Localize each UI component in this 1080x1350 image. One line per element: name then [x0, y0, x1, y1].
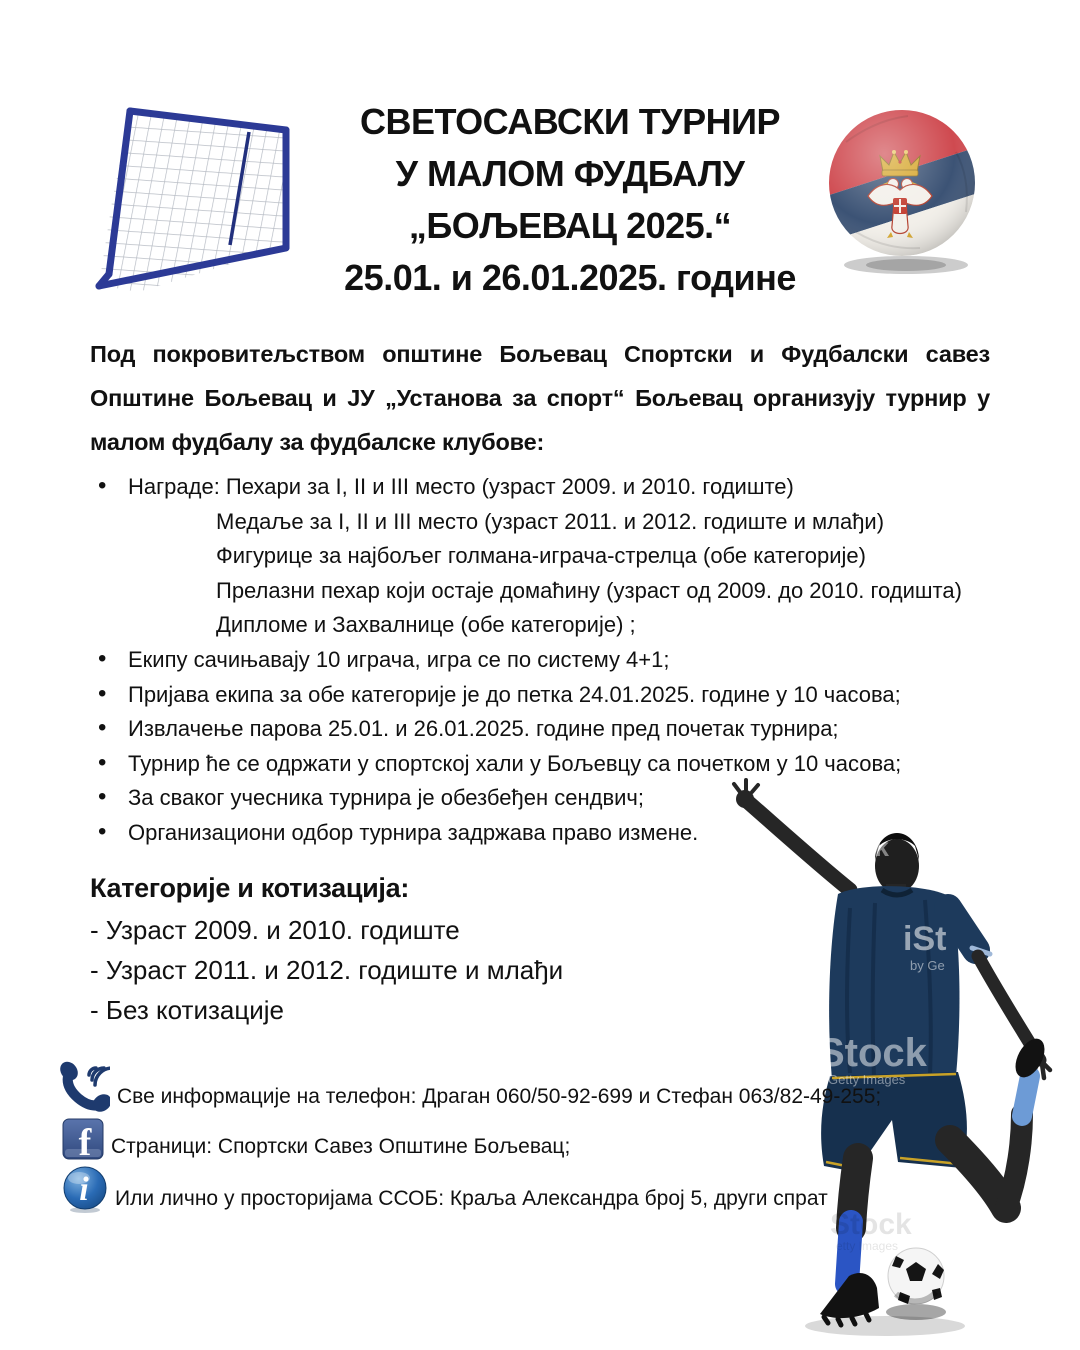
list-item-text: Извлачење парова 25.01. и 26.01.2025. године пред почетак турнира;: [128, 716, 839, 742]
list-item-text: За сваког учесника турнира је обезбеђен сендвич;: [128, 785, 644, 811]
title-line-2: У МАЛОМ ФУДБАЛУ: [395, 153, 745, 194]
goal-image: [78, 84, 326, 306]
bullet-dot-icon: •: [98, 472, 107, 499]
bullet-dot-icon: •: [98, 783, 107, 811]
contact-facebook-text: Страници: Спортски Савез Општине Бољевац;: [111, 1135, 571, 1158]
svg-text:Stock: Stock: [830, 1208, 912, 1241]
bullet-dot-icon: •: [98, 679, 107, 707]
list-item-text: Награде: Пехари за I, II и III место (узраст 2009. и 2010. годиште): [128, 474, 794, 499]
categories-section: [90, 866, 790, 1030]
svg-text:ck: ck: [860, 832, 889, 862]
intro-line: Општине Бољевац и ЈУ „Установа за спорт“ Бољевац организују турнир у: [90, 385, 990, 411]
ball-shading: [829, 110, 975, 256]
contact-phone-text: Све информације на телефон: Драган 060/50-92-699 и Стефан 063/82-49-255;: [117, 1085, 882, 1108]
list-item-text: Пријава екипа за обе категорије је до петка 24.01.2025. године у 10 часова;: [128, 681, 901, 707]
intro-line: Под покровитељством општине Бољевац Спортски и Фудбалски савез: [90, 341, 990, 367]
category-item: - Узраст 2009. и 2010. годиште: [90, 915, 460, 945]
list-item: [90, 643, 1040, 678]
title-line-4: 25.01. и 26.01.2025. године: [344, 257, 796, 298]
list-item: [90, 816, 1040, 851]
list-item-continuation: Медаље за I, II и III место (узраст 2011. и 2012. годиште и млађи): [216, 508, 885, 534]
svg-text:i: i: [79, 1171, 89, 1208]
category-item: - Без котизације: [90, 995, 284, 1025]
bullet-dot-icon: •: [98, 714, 107, 742]
svg-text:iSt: iSt: [903, 920, 947, 958]
ball-shadow-core: [866, 259, 946, 271]
svg-text:etty Images: etty Images: [836, 1239, 899, 1253]
list-item: [90, 781, 1040, 816]
bullet-dot-icon: •: [98, 817, 107, 845]
title-line-3: „БОЉЕВАЦ 2025.“: [408, 205, 732, 246]
list-item-continuation: Фигурице за најбољег голмана-играча-стрелца (обе категорије): [216, 543, 866, 569]
list-item-continuation: Прелазни пехар који остаје домаћину (узраст од 2009. до 2010. годишта): [216, 577, 962, 603]
player-kick-sock: [1022, 1076, 1030, 1116]
player-kick-thigh: [950, 1140, 1006, 1208]
serbia-ball-image: [816, 102, 994, 280]
contact-row-facebook: [62, 1118, 570, 1162]
list-item: [90, 678, 1040, 713]
list-item-text: Екипу сачињавају 10 играча, игра се по систему 4+1;: [128, 646, 670, 672]
list-item: [90, 470, 1040, 505]
contact-info-text: Или лично у просторијама ССОБ: Краља Александра број 5, други спрат: [115, 1187, 828, 1210]
ground-shadow: [805, 1316, 965, 1336]
player-kick-calf: [1006, 1114, 1022, 1208]
info-icon: [62, 1166, 108, 1214]
player-stand-boot: [820, 1273, 879, 1318]
list-item-text: Турнир ће се одржати у спортској хали у Бољевцу са почетком у 10 часова;: [128, 750, 902, 776]
facebook-icon: [62, 1118, 104, 1162]
list-item: [90, 712, 1040, 747]
svg-text:Getty Images: Getty Images: [828, 1072, 906, 1087]
bullet-dot-icon: •: [98, 644, 107, 672]
match-ball: [886, 1248, 946, 1320]
bullet-dot-icon: •: [98, 748, 107, 776]
category-item: - Узраст 2011. и 2012. годиште и млађи: [90, 955, 564, 985]
contact-row-info: [62, 1166, 828, 1214]
list-item-continuation: Дипломе и Захвалнице (обе категорије) ;: [216, 612, 636, 638]
contact-row-phone: [56, 1058, 881, 1112]
svg-text:f: f: [78, 1122, 92, 1162]
intro-line: малом фудбалу за фудбалске клубове:: [90, 429, 545, 455]
phone-icon: [56, 1058, 110, 1112]
svg-text:by Ge: by Ge: [910, 958, 945, 973]
rules-list: [90, 470, 1040, 851]
list-item: [90, 747, 1040, 782]
list-item-text: Организациони одбор турнира задржава право измене.: [128, 819, 699, 845]
intro-paragraph: [90, 332, 990, 464]
title-line-1: СВЕТОСАВСКИ ТУРНИР: [360, 101, 780, 142]
categories-heading: Категорије и котизација:: [90, 873, 410, 903]
flyer-title: [300, 96, 840, 304]
svg-text:Stock: Stock: [818, 1031, 927, 1075]
